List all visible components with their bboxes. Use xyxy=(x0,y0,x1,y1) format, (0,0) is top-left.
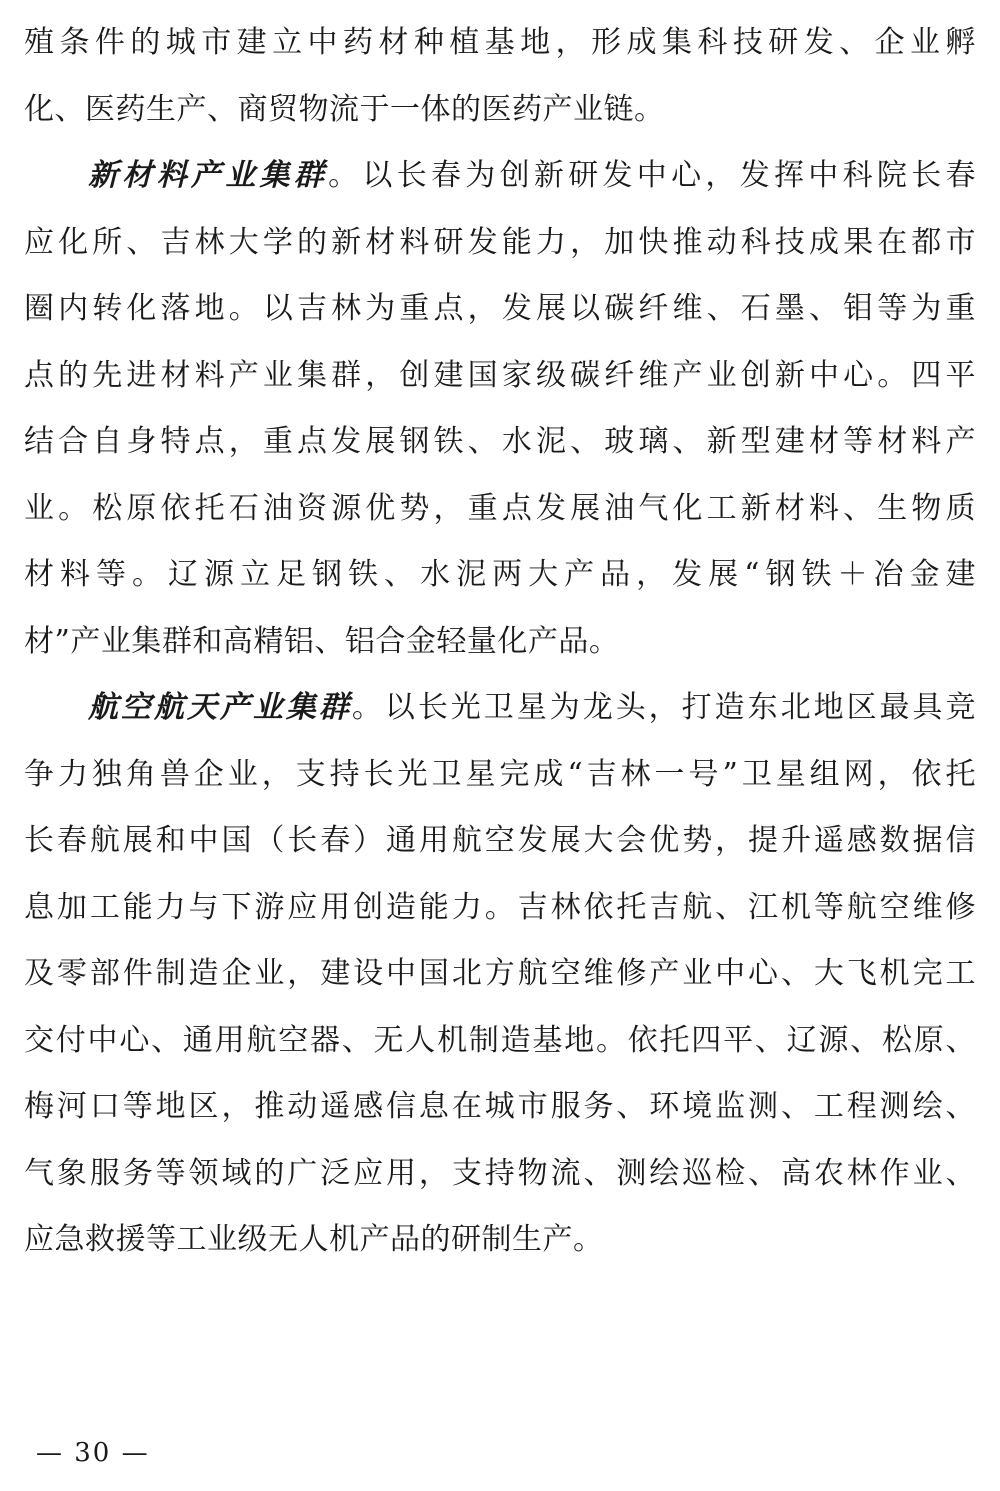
section-heading-aerospace: 航空航天产业集群 xyxy=(88,690,352,725)
text-line: 交付中心、通用航空器、无人机制造基地。依托四平、辽源、松原、 xyxy=(24,1022,976,1058)
text-run: 。以长春为创新研发中心，发挥中科院长春 xyxy=(328,158,977,193)
text-line xyxy=(24,675,976,742)
text-line: 殖条件的城市建立中药材种植基地，形成集科技研发、企业孵 xyxy=(24,25,976,60)
paragraph-new-materials xyxy=(24,143,976,675)
text-line: 应急救援等工业级无人机产品的研制生产。 xyxy=(24,1222,604,1257)
section-heading-new-materials: 新材料产业集群 xyxy=(88,158,329,193)
text-line: 气象服务等领域的广泛应用，支持物流、测绘巡检、高农林作业、 xyxy=(24,1155,976,1191)
body-text xyxy=(24,10,976,1274)
text-line: 争力独角兽企业，支持长光卫星完成“吉林一号”卫星组网，依托 xyxy=(24,756,976,792)
text-line: 梅河口等地区，推动遥感信息在城市服务、环境监测、工程测绘、 xyxy=(24,1089,976,1124)
text-line xyxy=(24,143,976,210)
text-line: 材”产业集群和高精铝、铝合金轻量化产品。 xyxy=(24,623,620,659)
text-line: 材料等。辽源立足钢铁、水泥两大产品，发展“钢铁＋冶金建 xyxy=(24,557,976,592)
text-line: 圈内转化落地。以吉林为重点，发展以碳纤维、石墨、钼等为重 xyxy=(24,291,976,326)
text-line: 息加工能力与下游应用创造能力。吉林依托吉航、江机等航空维修 xyxy=(24,889,976,925)
text-line: 业。松原依托石油资源优势，重点发展油气化工新材料、生物质 xyxy=(24,490,976,526)
text-line: 结合自身特点，重点发展钢铁、水泥、玻璃、新型建材等材料产 xyxy=(24,424,976,459)
text-line: 化、医药生产、商贸物流于一体的医药产业链。 xyxy=(24,91,665,127)
text-line: 应化所、吉林大学的新材料研发能力，加快推动科技成果在都市 xyxy=(24,224,976,260)
paragraph-aerospace xyxy=(24,675,976,1274)
paragraph-medicine-continuation xyxy=(24,10,976,143)
text-line: 及零部件制造企业，建设中国北方航空维修产业中心、大飞机完工 xyxy=(24,956,976,991)
text-line: 点的先进材料产业集群，创建国家级碳纤维产业创新中心。四平 xyxy=(24,357,976,393)
page-number: — 30 — xyxy=(36,1438,150,1468)
text-line: 长春航展和中国（长春）通用航空发展大会优势，提升遥感数据信 xyxy=(24,823,976,858)
text-run: 。以长光卫星为龙头，打造东北地区最具竞 xyxy=(351,690,977,725)
